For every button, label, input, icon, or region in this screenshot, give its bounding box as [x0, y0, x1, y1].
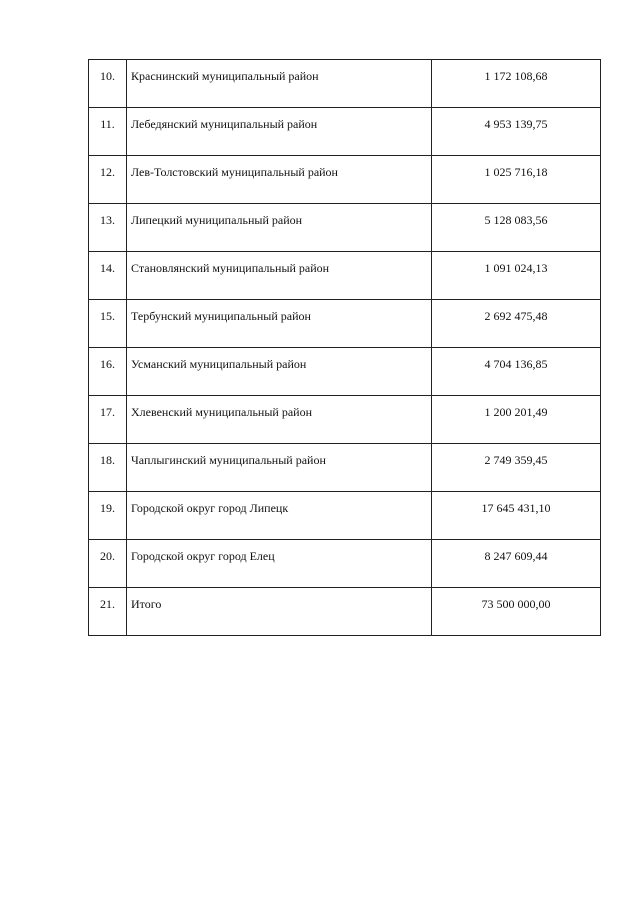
table-row — [89, 348, 601, 396]
row-number: 15. — [89, 300, 127, 348]
total-label: Итого — [127, 588, 432, 636]
row-number: 12. — [89, 156, 127, 204]
amount-value: 17 645 431,10 — [432, 492, 601, 540]
amount-value: 5 128 083,56 — [432, 204, 601, 252]
table-row — [89, 252, 601, 300]
table-row — [89, 300, 601, 348]
amount-value: 2 692 475,48 — [432, 300, 601, 348]
municipality-name: Лебедянский муниципальный район — [127, 108, 432, 156]
amount-value: 8 247 609,44 — [432, 540, 601, 588]
amount-value: 1 172 108,68 — [432, 60, 601, 108]
amount-value: 4 953 139,75 — [432, 108, 601, 156]
municipality-name: Городской округ город Елец — [127, 540, 432, 588]
municipality-name: Краснинский муниципальный район — [127, 60, 432, 108]
row-number: 16. — [89, 348, 127, 396]
row-number: 13. — [89, 204, 127, 252]
municipality-name: Тербунский муниципальный район — [127, 300, 432, 348]
row-number: 14. — [89, 252, 127, 300]
row-number: 11. — [89, 108, 127, 156]
amount-value: 2 749 359,45 — [432, 444, 601, 492]
amount-value: 1 025 716,18 — [432, 156, 601, 204]
total-amount: 73 500 000,00 — [432, 588, 601, 636]
row-number: 17. — [89, 396, 127, 444]
amount-value: 1 091 024,13 — [432, 252, 601, 300]
table-row — [89, 204, 601, 252]
row-number: 20. — [89, 540, 127, 588]
municipality-name: Становлянский муниципальный район — [127, 252, 432, 300]
municipality-name: Усманский муниципальный район — [127, 348, 432, 396]
table-row — [89, 492, 601, 540]
table-row — [89, 444, 601, 492]
row-number: 19. — [89, 492, 127, 540]
row-number: 18. — [89, 444, 127, 492]
amount-value: 1 200 201,49 — [432, 396, 601, 444]
municipality-name: Хлевенский муниципальный район — [127, 396, 432, 444]
municipality-name: Чаплыгинский муниципальный район — [127, 444, 432, 492]
municipality-name: Липецкий муниципальный район — [127, 204, 432, 252]
municipality-name: Городской округ город Липецк — [127, 492, 432, 540]
table-row — [89, 156, 601, 204]
row-number: 10. — [89, 60, 127, 108]
table-row — [89, 108, 601, 156]
table-row — [89, 60, 601, 108]
table-row — [89, 540, 601, 588]
table-row-total — [89, 588, 601, 636]
table-row — [89, 396, 601, 444]
row-number: 21. — [89, 588, 127, 636]
amount-value: 4 704 136,85 — [432, 348, 601, 396]
distribution-table — [88, 59, 601, 636]
municipality-name: Лев-Толстовский муниципальный район — [127, 156, 432, 204]
table-body — [89, 60, 601, 636]
